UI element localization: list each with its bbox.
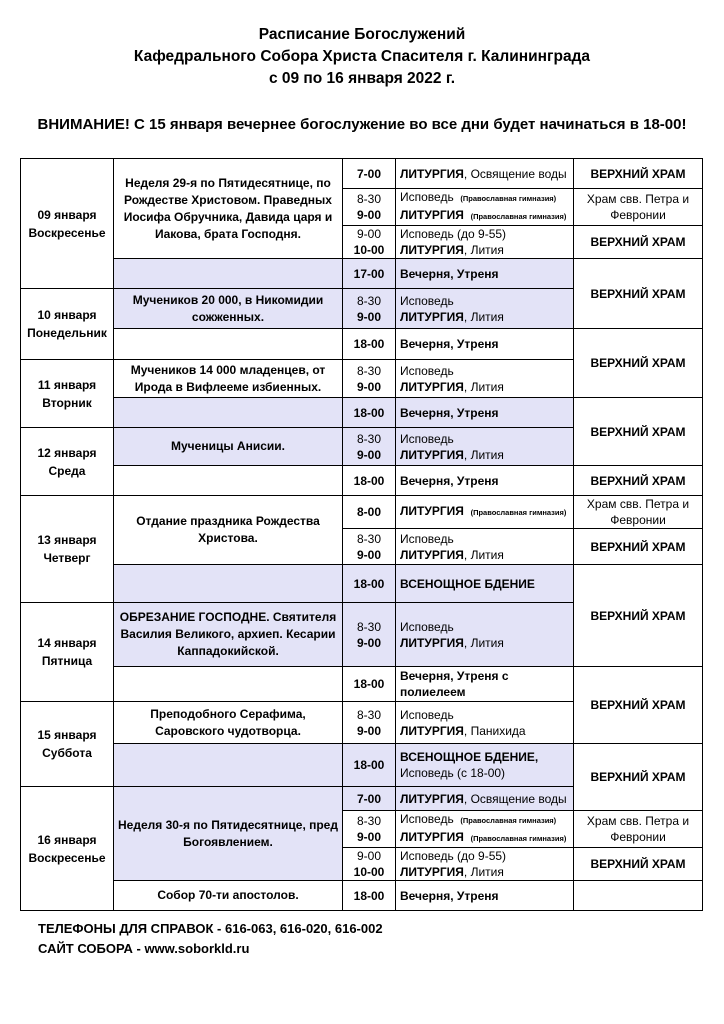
day-cell [21, 428, 114, 496]
service-cell [396, 289, 574, 329]
service-name: ЛИТУРГИЯ [400, 547, 464, 562]
day-date: 11 января [37, 377, 97, 392]
service-time: 9-00 [356, 227, 382, 241]
schedule-table [20, 158, 703, 911]
time-cell [343, 226, 396, 259]
service-detail: Исповедь (до 9-55) [400, 227, 507, 241]
service-line [400, 576, 569, 592]
feast-cell: Отдание праздника Рождества Христова. [114, 496, 343, 565]
feast-cell: Неделя 30-я по Пятидесятнице, пред Богоявлением. [114, 787, 343, 881]
attention-notice: ВНИМАНИЕ! С 15 января вечернее богослужение во все дни будет начинаться в 18-00! [37, 116, 687, 133]
time-cell [343, 565, 396, 603]
service-name: ЛИТУРГИЯ [400, 379, 464, 394]
place-cell: ВЕРХНИЙ ХРАМ [574, 848, 703, 881]
day-date: 16 января [37, 832, 97, 847]
service-line [400, 547, 569, 563]
title-line-3: с 09 по 16 января 2022 г. [268, 70, 456, 87]
day-weekday: Воскресенье [28, 225, 106, 240]
place-cell: ВЕРХНИЙ ХРАМ [574, 565, 703, 667]
service-time: 8-30 [356, 363, 382, 378]
day-date: 14 января [37, 636, 97, 650]
service-time: 18-00 [353, 405, 385, 420]
service-cell [396, 496, 574, 529]
service-cell [396, 667, 574, 702]
service-note: (Православная гимназия) [470, 508, 567, 517]
service-line [400, 791, 569, 807]
empty-cell [114, 259, 343, 289]
service-time: 9-00 [356, 547, 382, 562]
service-cell [396, 603, 574, 667]
service-cell [396, 811, 574, 848]
day-date: 13 января [37, 533, 97, 547]
service-line [400, 293, 569, 309]
service-name: Вечерня, Утреня с полиелеем [400, 669, 509, 699]
service-line [400, 503, 569, 521]
service-name: ЛИТУРГИЯ [400, 865, 464, 879]
service-cell [396, 259, 574, 289]
service-time: 8-30 [356, 192, 382, 206]
empty-cell [114, 466, 343, 496]
service-cell [396, 189, 574, 226]
service-cell [396, 428, 574, 466]
schedule-row [21, 744, 703, 787]
feast-cell: Мучеников 14 000 младенцев, от Ирода в Вифлееме избиенных. [114, 360, 343, 398]
place-cell: ВЕРХНИЙ ХРАМ [574, 398, 703, 466]
time-cell [343, 529, 396, 565]
day-cell [21, 360, 114, 428]
service-name: Вечерня, Утреня [400, 266, 499, 281]
service-cell [396, 702, 574, 744]
place-cell: ВЕРХНИЙ ХРАМ [574, 159, 703, 189]
service-detail: , Освящение воды [463, 791, 567, 806]
service-detail: , Освящение воды [463, 166, 567, 181]
service-time: 18-00 [353, 677, 385, 691]
empty-cell [574, 881, 703, 911]
service-cell [396, 565, 574, 603]
day-date: 12 января [37, 445, 97, 460]
service-time: 8-30 [356, 431, 382, 446]
service-line [400, 431, 569, 447]
service-time: 18-00 [353, 758, 385, 772]
service-detail: Исповедь [400, 363, 454, 378]
service-time: 9-00 [356, 830, 382, 844]
empty-cell [114, 329, 343, 360]
service-time: 9-00 [356, 309, 382, 324]
empty-cell [114, 744, 343, 787]
day-weekday: Среда [48, 463, 86, 478]
service-line [400, 723, 569, 739]
service-line [400, 619, 569, 635]
service-time: 8-30 [356, 293, 382, 308]
service-name: ЛИТУРГИЯ [400, 791, 464, 806]
service-line [400, 811, 569, 829]
service-cell [396, 226, 574, 259]
service-line [400, 531, 569, 547]
schedule-row [21, 259, 703, 289]
service-time: 10-00 [353, 243, 385, 257]
service-time: 9-00 [356, 849, 382, 863]
service-line [400, 189, 569, 207]
schedule-row [21, 881, 703, 911]
service-time: 8-00 [356, 505, 382, 519]
service-detail: Исповедь [400, 431, 454, 446]
place-cell: Храм свв. Петра и Февронии [574, 189, 703, 226]
place-cell: ВЕРХНИЙ ХРАМ [574, 667, 703, 744]
schedule-row [21, 496, 703, 529]
service-time: 10-00 [353, 865, 385, 879]
service-detail: , Лития [463, 447, 504, 462]
time-cell [343, 398, 396, 428]
place-cell: ВЕРХНИЙ ХРАМ [574, 226, 703, 259]
service-time: 18-00 [353, 473, 385, 488]
service-detail: Исповедь [400, 619, 454, 634]
service-name: Вечерня, Утреня [400, 473, 499, 488]
service-name: Вечерня, Утреня [400, 337, 499, 351]
service-note: (Православная гимназия) [460, 816, 557, 825]
time-cell [343, 159, 396, 189]
day-weekday: Суббота [42, 746, 92, 760]
service-detail: Исповедь (до 9-55) [400, 849, 507, 863]
service-name: ЛИТУРГИЯ [400, 208, 464, 222]
feast-cell: ОБРЕЗАНИЕ ГОСПОДНЕ. Святителя Василия Великого, архиеп. Кесарии Каппадокийской. [114, 603, 343, 667]
service-detail: , Лития [463, 865, 504, 879]
time-cell [343, 329, 396, 360]
place-cell: ВЕРХНИЙ ХРАМ [574, 744, 703, 811]
service-note: (Православная гимназия) [460, 194, 557, 203]
service-name: ЛИТУРГИЯ [400, 309, 464, 324]
empty-cell [114, 398, 343, 428]
service-detail: , Лития [463, 379, 504, 394]
time-cell [343, 496, 396, 529]
day-cell [21, 603, 114, 702]
service-name: ЛИТУРГИЯ [400, 723, 464, 738]
service-line [400, 226, 569, 242]
day-cell [21, 159, 114, 289]
service-line [400, 242, 569, 258]
time-cell [343, 466, 396, 496]
time-cell [343, 702, 396, 744]
service-line [400, 447, 569, 463]
service-time: 7-00 [356, 791, 382, 806]
service-cell [396, 787, 574, 811]
service-line [400, 405, 569, 421]
day-cell [21, 787, 114, 911]
time-cell [343, 289, 396, 329]
service-name: ЛИТУРГИЯ [400, 447, 464, 462]
service-time: 18-00 [353, 337, 385, 351]
service-line [400, 668, 569, 700]
service-detail: , Лития [463, 243, 504, 257]
service-line [400, 848, 569, 864]
service-name: ЛИТУРГИЯ [400, 243, 464, 257]
time-cell [343, 667, 396, 702]
footer-site: САЙТ СОБОРА - www.soborkld.ru [38, 941, 250, 956]
place-cell: ВЕРХНИЙ ХРАМ [574, 466, 703, 496]
service-note: (Православная гимназия) [470, 212, 567, 221]
feast-cell: Мучеников 20 000, в Никомидии сожженных. [114, 289, 343, 329]
service-time: 8-30 [356, 619, 382, 634]
service-detail: Исповедь [400, 812, 454, 826]
service-line [400, 266, 569, 282]
schedule-row [21, 398, 703, 428]
service-cell [396, 329, 574, 360]
place-cell: ВЕРХНИЙ ХРАМ [574, 259, 703, 329]
title-line-2: Кафедрального Собора Христа Спасителя г. Калининграда [133, 48, 591, 65]
time-cell [343, 848, 396, 881]
schedule-row [21, 565, 703, 603]
service-time: 9-00 [356, 208, 382, 222]
schedule-row [21, 667, 703, 702]
place-cell: Храм свв. Петра и Февронии [574, 496, 703, 529]
service-time: 8-30 [356, 707, 382, 722]
schedule-row [21, 466, 703, 496]
feast-cell: Мученицы Анисии. [114, 428, 343, 466]
service-name: ЛИТУРГИЯ [400, 504, 464, 518]
service-detail: , Панихида [463, 723, 526, 738]
day-date: 15 января [37, 728, 97, 742]
day-weekday: Понедельник [27, 326, 107, 340]
time-cell [343, 881, 396, 911]
service-detail: Исповедь [400, 190, 454, 204]
time-cell [343, 360, 396, 398]
service-line [400, 635, 569, 651]
service-line [400, 207, 569, 225]
day-weekday: Четверг [43, 551, 91, 565]
schedule-row [21, 329, 703, 360]
feast-cell: Неделя 29-я по Пятидесятнице, по Рождестве Христовом. Праведных Иосифа Обручника, Давида царя и Иакова, брата Господня. [114, 159, 343, 259]
service-time: 18-00 [353, 888, 385, 903]
service-detail: , Лития [463, 309, 504, 324]
service-line [400, 707, 569, 723]
day-cell [21, 289, 114, 360]
service-cell [396, 848, 574, 881]
time-cell [343, 811, 396, 848]
service-time: 8-30 [356, 814, 382, 828]
time-cell [343, 259, 396, 289]
time-cell [343, 787, 396, 811]
time-cell [343, 189, 396, 226]
service-detail: Исповедь [400, 531, 454, 546]
service-line [400, 309, 569, 325]
day-weekday: Пятница [41, 654, 93, 668]
service-cell [396, 881, 574, 911]
service-cell [396, 360, 574, 398]
service-detail: , Лития [463, 547, 504, 562]
service-line [400, 473, 569, 489]
day-date: 10 января [37, 308, 97, 322]
service-cell [396, 744, 574, 787]
service-time: 8-30 [356, 531, 382, 546]
feast-cell: Преподобного Серафима, Саровского чудотворца. [114, 702, 343, 744]
service-detail: , Лития [463, 635, 504, 650]
place-cell: Храм свв. Петра и Февронии [574, 811, 703, 848]
service-cell [396, 159, 574, 189]
service-name: ВСЕНОЩНОЕ БДЕНИЕ, [400, 750, 539, 764]
service-detail: Исповедь [400, 293, 454, 308]
day-weekday: Вторник [42, 395, 92, 410]
schedule-row [21, 159, 703, 189]
service-time: 9-00 [356, 635, 382, 650]
service-line [400, 888, 569, 904]
place-cell: ВЕРХНИЙ ХРАМ [574, 329, 703, 398]
place-cell: ВЕРХНИЙ ХРАМ [574, 529, 703, 565]
service-time: 7-00 [356, 166, 382, 181]
service-time: 9-00 [356, 723, 382, 738]
service-name: ЛИТУРГИЯ [400, 635, 464, 650]
service-time: 9-00 [356, 447, 382, 462]
service-line [400, 363, 569, 379]
title-line-1: Расписание Богослужений [258, 26, 466, 43]
service-detail: Исповедь (с 18-00) [400, 766, 506, 780]
day-cell [21, 496, 114, 603]
service-name: ВСЕНОЩНОЕ БДЕНИЕ [400, 576, 535, 591]
service-cell [396, 398, 574, 428]
service-time: 17-00 [353, 266, 385, 281]
service-time: 18-00 [353, 576, 385, 591]
service-name: ЛИТУРГИЯ [400, 166, 464, 181]
service-line [400, 749, 569, 765]
empty-cell [114, 565, 343, 603]
service-line [400, 379, 569, 395]
time-cell [343, 744, 396, 787]
service-name: ЛИТУРГИЯ [400, 830, 464, 844]
service-line [400, 166, 569, 182]
feast-cell: Собор 70-ти апостолов. [114, 881, 343, 911]
footer-phones: ТЕЛЕФОНЫ ДЛЯ СПРАВОК - 616-063, 616-020, 616-002 [38, 921, 383, 936]
service-time: 9-00 [356, 379, 382, 394]
service-detail: Исповедь [400, 707, 454, 722]
service-line [400, 829, 569, 847]
service-line [400, 336, 569, 352]
service-name: Вечерня, Утреня [400, 888, 499, 903]
empty-cell [114, 667, 343, 702]
day-date: 09 января [37, 207, 97, 222]
service-note: (Православная гимназия) [470, 834, 567, 843]
service-cell [396, 466, 574, 496]
day-weekday: Воскресенье [28, 850, 106, 865]
day-cell [21, 702, 114, 787]
time-cell [343, 428, 396, 466]
service-line [400, 765, 569, 781]
service-cell [396, 529, 574, 565]
time-cell [343, 603, 396, 667]
service-line [400, 864, 569, 880]
service-name: Вечерня, Утреня [400, 405, 499, 420]
